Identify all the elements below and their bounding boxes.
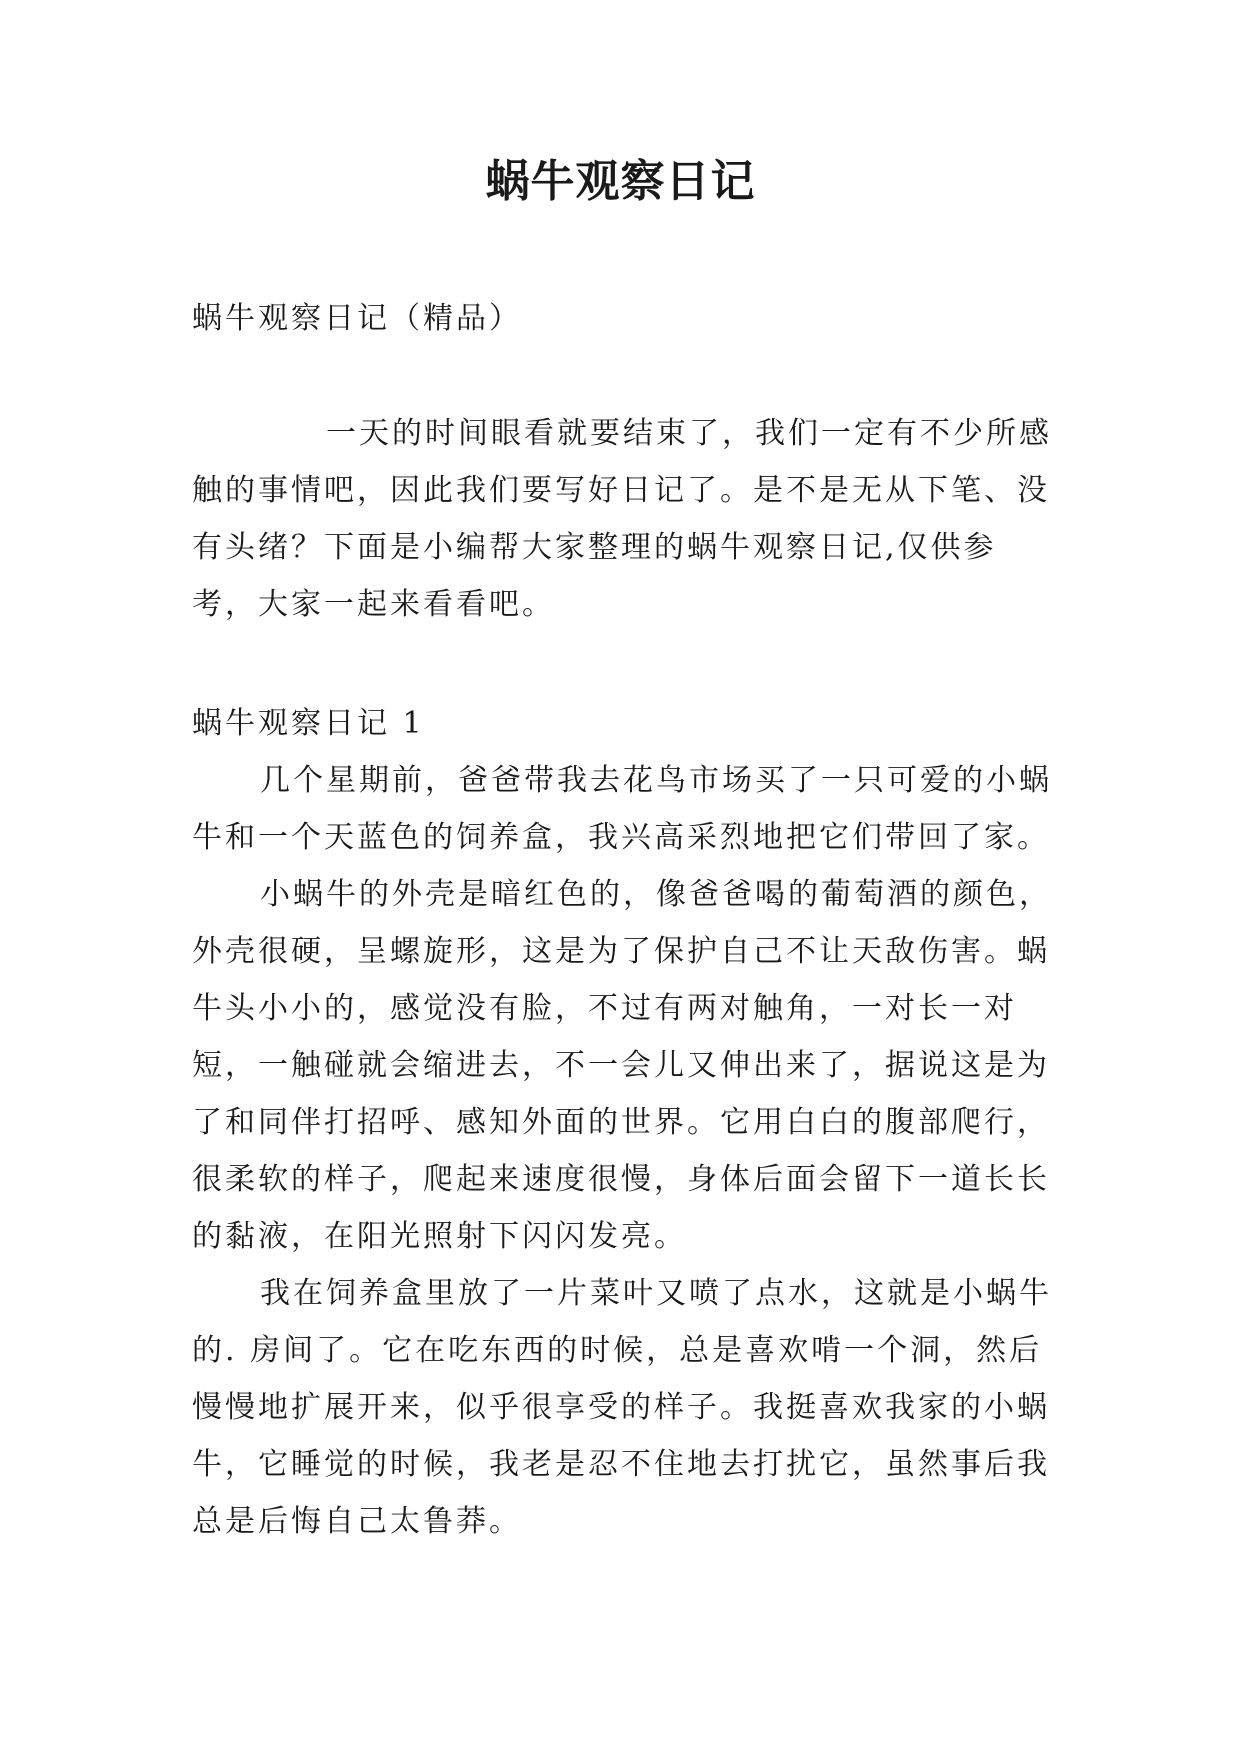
intro-paragraph: 一天的时间眼看就要结束了，我们一定有不少所感触的事情吧，因此我们要写好日记了。是不是无从下笔、没有头绪？下面是小编帮大家整理的蜗牛观察日记,仅供参考，大家一起来看看吧。 xyxy=(192,416,1052,622)
section-title: 蜗牛观察日记 1 xyxy=(192,706,425,741)
document-title: 蜗牛观察日记 xyxy=(485,156,756,207)
body-paragraph-3: 我在饲养盒里放了一片菜叶又喷了点水，这就是小蜗牛的. 房间了。它在吃东西的时候，总是喜欢啃一个洞，然后慢慢地扩展开来，似乎很享受的样子。我挺喜欢我家的小蜗牛，它睡觉的时候，我老是忍不住地去打扰它，虽然事后我总是后悔自己太鲁莽。 xyxy=(192,1276,1052,1539)
body-paragraph-1: 几个星期前，爸爸带我去花鸟市场买了一只可爱的小蜗牛和一个天蓝色的饲养盒，我兴高采烈地把它们带回了家。 xyxy=(192,763,1052,855)
document-subtitle: 蜗牛观察日记（精品） xyxy=(192,301,522,336)
body-paragraph-2: 小蜗牛的外壳是暗红色的，像爸爸喝的葡萄酒的颜色，外壳很硬，呈螺旋形，这是为了保护自己不让天敌伤害。蜗牛头小小的，感觉没有脸，不过有两对触角，一对长一对短，一触碰就会缩进去，不一会儿又伸出来了，据说这是为了和同伴打招呼、感知外面的世界。它用白白的腹部爬行，很柔软的样子，爬起来速度很慢，身体后面会留下一道长长的黏液，在阳光照射下闪闪发亮。 xyxy=(192,877,1052,1254)
